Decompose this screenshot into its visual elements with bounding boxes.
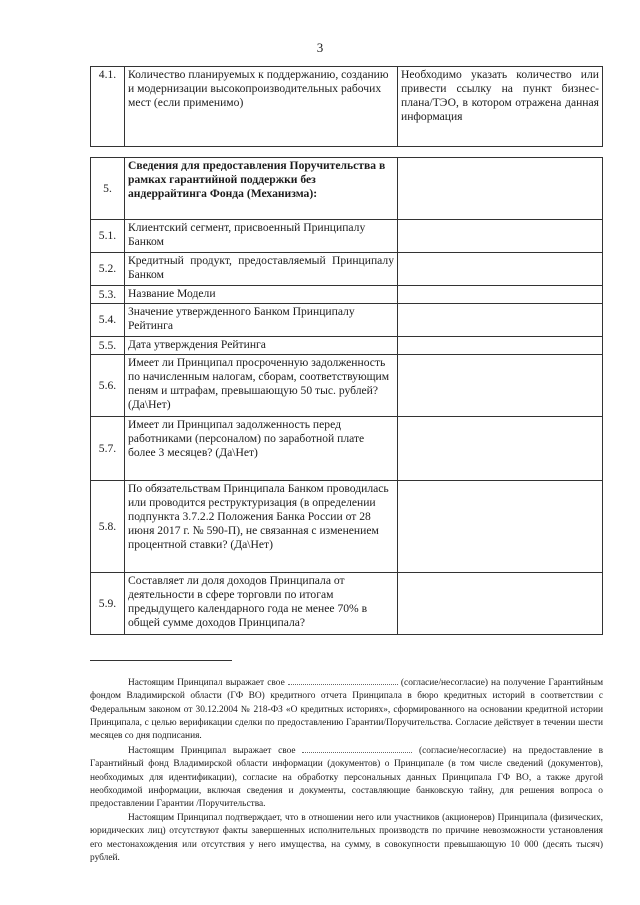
row-value-cell xyxy=(398,286,603,304)
row-value-cell xyxy=(398,304,603,337)
row-number: 5.3. xyxy=(91,286,125,304)
row-number: 5. xyxy=(91,158,125,220)
row-description: Значение утвержденного Банком Принципалу Рейтинга xyxy=(125,304,398,337)
confirmation-no-enforcement xyxy=(90,812,603,865)
row-number: 5.6. xyxy=(91,355,125,417)
row-description: Количество планируемых к поддержанию, созданию и модернизации высокопроизводительных рабочих мест (если применимо) xyxy=(125,67,398,147)
row-number: 4.1. xyxy=(91,67,125,147)
row-value-cell xyxy=(398,417,603,481)
row-value-cell xyxy=(398,253,603,286)
row-description: Сведения для предоставления Поручительства в рамках гарантийной поддержки без андеррайтинга Фонда (Механизма): xyxy=(125,158,398,220)
table-target-indicators xyxy=(90,66,603,147)
consent-intro: Настоящим Принципал выражает свое xyxy=(128,746,296,756)
table-row xyxy=(91,253,603,286)
consent-intro: Настоящим Принципал выражает свое xyxy=(128,678,285,688)
consent-text: (согласие/несогласие) на получение Гарантийным фондом Владимирской области (ГФ ВО) кредитного отчета Принципала в бюро кредитных историй в соответствии с Федеральным законом от 30.12.2004 № 218-ФЗ «О кредитных историях», сформированного на основании кредитной истории Принципала, с целью верификации сделки по предоставлению Гарантии/Поручительства. Согласие действует в течении шести месяцев со дня подписания. xyxy=(90,678,604,742)
table-row xyxy=(91,220,603,253)
table-row xyxy=(91,481,603,573)
row-description: Клиентский сегмент, присвоенный Принципалу Банком xyxy=(125,220,398,253)
row-number: 5.1. xyxy=(91,220,125,253)
row-value-cell xyxy=(398,573,603,635)
row-number: 5.5. xyxy=(91,337,125,355)
row-number: 5.9. xyxy=(91,573,125,635)
table-row xyxy=(91,337,603,355)
row-description: Дата утверждения Рейтинга xyxy=(125,337,398,355)
row-number: 5.7. xyxy=(91,417,125,481)
table-row xyxy=(91,286,603,304)
consent-data-processing xyxy=(90,744,603,811)
table-row xyxy=(91,158,603,220)
row-value-cell xyxy=(398,220,603,253)
row-description: По обязательствам Принципала Банком проводилась или проводится реструктуризация (в определении подпункта 3.7.2.2 Положения Банка России от 28 июня 2017 г. № 590-П), не связанная с изменением процентной ставки? (Да\Нет) xyxy=(125,481,398,573)
row-description: Составляет ли доля доходов Принципала от деятельности в сфере торговли по итогам предыдущего календарного года не менее 70% в общей сумме доходов Принципала? xyxy=(125,573,398,635)
row-note: Необходимо указать количество или привести ссылку на пункт бизнес-плана/ТЭО, в котором отражена данная информация xyxy=(398,67,603,147)
row-description: Имеет ли Принципал задолженность перед работниками (персоналом) по заработной плате более 3 месяцев? (Да\Нет) xyxy=(125,417,398,481)
row-description: Имеет ли Принципал просроченную задолженность по начисленным налогам, сборам, соответствующим пеням и штрафам, превышающую 50 тыс. рублей? (Да\Нет) xyxy=(125,355,398,417)
consent-blank-field[interactable] xyxy=(288,676,398,685)
row-value-cell xyxy=(398,158,603,220)
row-value-cell xyxy=(398,355,603,417)
table-row xyxy=(91,417,603,481)
confirmation-text: Настоящим Принципал подтверждает, что в отношении него или участников (акционеров) Принципала (физических, юридических лиц) отсутствуют факты завершенных исполнительных производств по причине невозможности установления его местонахождения или отсутствия у него имущества, на сумму, в совокупности превышающую 10 000 (десять тысяч) рублей. xyxy=(90,813,603,863)
table-row xyxy=(91,355,603,417)
page-number: 3 xyxy=(316,40,324,55)
row-description: Название Модели xyxy=(125,286,398,304)
table-row xyxy=(91,304,603,337)
row-value-cell xyxy=(398,337,603,355)
footnote-separator xyxy=(90,660,232,661)
row-number: 5.8. xyxy=(91,481,125,573)
row-number: 5.4. xyxy=(91,304,125,337)
consent-blank-field[interactable] xyxy=(302,744,412,753)
row-number: 5.2. xyxy=(91,253,125,286)
consent-credit-report xyxy=(90,676,603,743)
row-description: Кредитный продукт, предоставляемый Принципалу Банком xyxy=(125,253,398,286)
table-row xyxy=(91,573,603,635)
row-value-cell xyxy=(398,481,603,573)
consent-text: (согласие/несогласие) на предоставление в Гарантийный фонд Владимирской области информации (документов) о Принципале (в том числе сведений (документов), необходимых для идентификации), согласие на обработку персональных данных Принципала ГФ ВО, а также другой необходимой информации, включая сведения и документы, составляющие банковскую тайну, для решения вопроса о предоставлении Гарантии /Поручительства. xyxy=(90,746,604,810)
table-row xyxy=(91,67,603,147)
table-guarantee-info xyxy=(90,157,603,635)
